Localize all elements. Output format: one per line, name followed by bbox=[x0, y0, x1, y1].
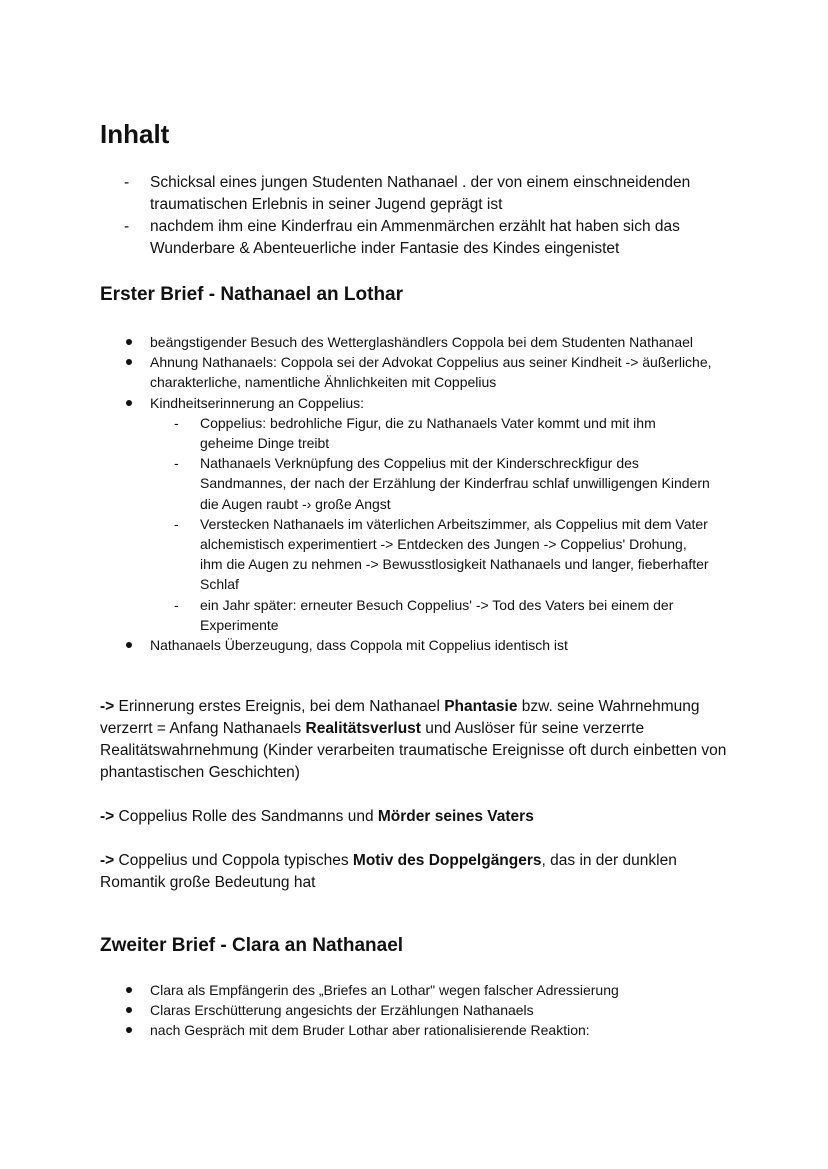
list-item: - Schicksal eines jungen Studenten Nathanael . der von einem einschneidenden traumatischen Erlebnis in seiner Jugend geprägt ist bbox=[100, 172, 730, 216]
kindheit-sublist bbox=[150, 413, 730, 635]
paragraph-phantasie: -> Erinnerung erstes Ereignis, bei dem Nathanael Phantasie bzw. seine Wahrnehmung verzerrt = Anfang Nathanaels Realitätsverlust und Auslöser für seine verzerrte Realitätswahrnehmung (Kinder verarbeiten traumatische Ereignisse oft durch einbetten von phantastischen Geschichten) bbox=[100, 698, 727, 781]
list-item: Claras Erschütterung angesichts der Erzählungen Nathanaels bbox=[100, 1000, 730, 1020]
heading-inhalt: Inhalt bbox=[100, 119, 170, 149]
sub-list-item: - Verstecken Nathanaels im väterlichen Arbeitszimmer, als Coppelius mit dem Vater alchemistisch experimentiert -> Entdecken des Jungen -> Coppelius' Drohung, ihm die Augen zu nehmen -> Bewusstlosigkeit Nathanaels und langer, fieberhafter Schlaf bbox=[150, 514, 710, 595]
sub-list-item: - Coppelius: bedrohliche Figur, die zu Nathanaels Vater kommt und mit ihm geheime Dinge treibt bbox=[150, 413, 710, 453]
list-item: Clara als Empfängerin des „Briefes an Lothar" wegen falscher Adressierung bbox=[100, 980, 730, 1000]
list-item: Ahnung Nathanaels: Coppola sei der Advokat Coppelius aus seiner Kindheit -> äußerliche, charakterliche, namentliche Ähnlichkeiten mit Coppelius bbox=[100, 352, 730, 392]
erster-brief-list bbox=[100, 332, 730, 655]
heading-erster-brief: Erster Brief - Nathanael an Lothar bbox=[100, 284, 404, 305]
paragraph-sandmann: -> Coppelius Rolle des Sandmanns und Mörder seines Vaters bbox=[100, 808, 534, 825]
list-item: Kindheitserinnerung an Coppelius: - Coppelius: bedrohliche Figur, die zu Nathanaels Vater kommt und mit ihm geheime Dinge treibt - Nathanaels Verknüpfung des Coppelius mit der Kinderschreckfigur des Sandmannes, der nach der Erzählung der Kinderfrau schlaf unwilligengen Kindern die Augen raubt -› große Angst - Verstecken Nathanaels im väterlichen Arbeitszimmer, als Coppelius mit dem Vater alchemistisch experimentiert -> Entdecken des Jungen -> Coppelius' Drohung, ihm die Augen zu nehmen -> Bewusstlosigkeit Nathanaels und langer, fieberhafter Schlaf - ein Jahr später: erneuter Besuch Coppelius' -> Tod des Vaters bei einem der Experimente bbox=[100, 393, 730, 635]
sub-list-item: - Nathanaels Verknüpfung des Coppelius mit der Kinderschreckfigur des Sandmannes, der nach der Erzählung der Kinderfrau schlaf unwilligengen Kindern die Augen raubt -› große Angst bbox=[150, 453, 710, 514]
list-item: nach Gespräch mit dem Bruder Lothar aber rationalisierende Reaktion: bbox=[100, 1020, 730, 1040]
heading-zweiter-brief: Zweiter Brief - Clara an Nathanael bbox=[100, 935, 404, 956]
zweiter-brief-list bbox=[100, 980, 730, 1041]
sub-list-item: - ein Jahr später: erneuter Besuch Coppelius' -> Tod des Vaters bei einem der Experimente bbox=[150, 595, 710, 635]
inhalt-list bbox=[100, 172, 730, 260]
list-item: beängstigender Besuch des Wetterglashändlers Coppola bei dem Studenten Nathanael bbox=[100, 332, 730, 352]
list-item: - nachdem ihm eine Kinderfrau ein Ammenmärchen erzählt hat haben sich das Wunderbare & Abenteuerliche inder Fantasie des Kindes eingenistet bbox=[100, 216, 730, 260]
paragraph-doppelgaenger: -> Coppelius und Coppola typisches Motiv des Doppelgängers, das in der dunklen Romantik große Bedeutung hat bbox=[100, 852, 677, 891]
list-item: Nathanaels Überzeugung, dass Coppola mit Coppelius identisch ist bbox=[100, 635, 730, 655]
